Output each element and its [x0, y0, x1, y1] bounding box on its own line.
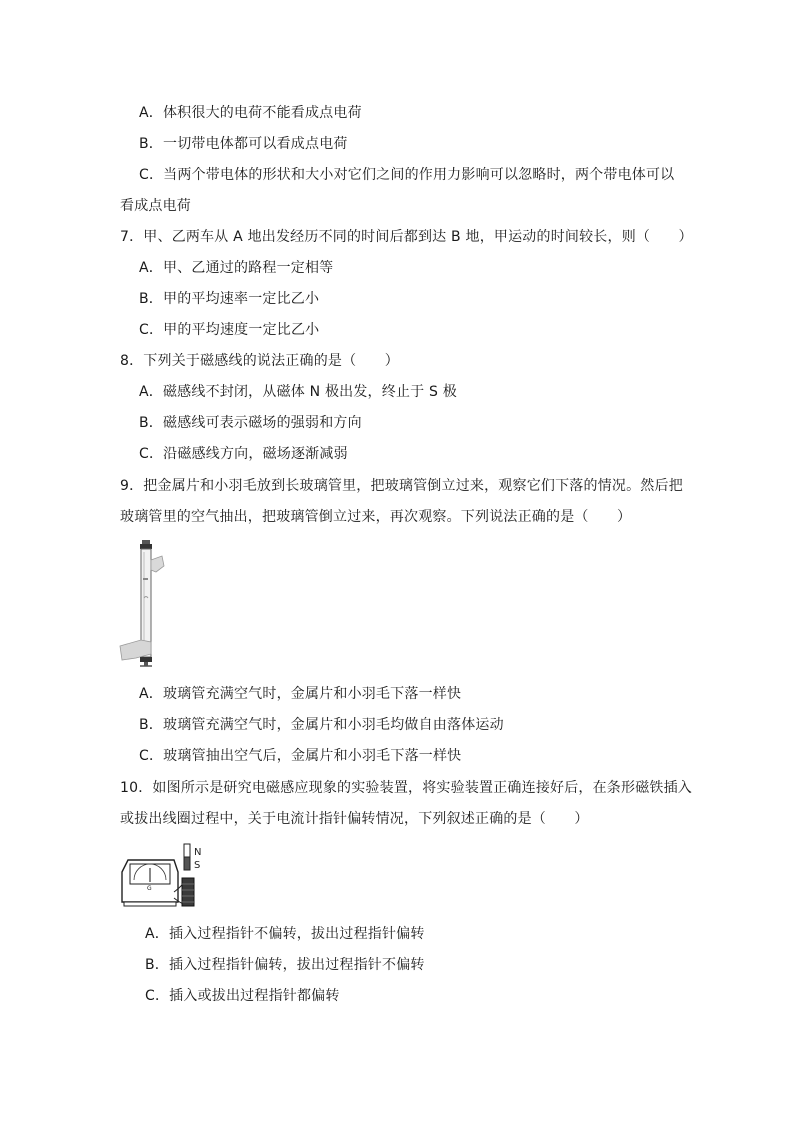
bar-magnet-south — [184, 857, 190, 870]
q9-stem-line2: 玻璃管里的空气抽出，把玻璃管倒立过来，再次观察。下列说法正确的是（ ） — [120, 509, 632, 525]
q8-option-a: A．磁感线不封闭，从磁体 N 极出发，终止于 S 极 — [139, 384, 457, 400]
q9-stem-line1: 9．把金属片和小羽毛放到长玻璃管里，把玻璃管倒立过来，观察它们下落的情况。然后把 — [120, 478, 683, 494]
q10-stem-line1: 10．如图所示是研究电磁感应现象的实验装置，将实验装置正确连接好后，在条形磁铁插入 — [120, 780, 693, 796]
q7-option-b: B．甲的平均速率一定比乙小 — [139, 291, 320, 307]
tube-top-cap — [140, 544, 152, 549]
tube-top-valve — [142, 540, 150, 544]
q6-option-b: B．一切带电体都可以看成点电荷 — [139, 136, 348, 152]
galvanometer-symbol: G — [147, 885, 152, 892]
q7-stem: 7．甲、乙两车从 A 地出发经历不同的时间后都到达 B 地，甲运动的时间较长，则（ ） — [120, 229, 693, 245]
metal-piece — [143, 578, 148, 580]
q9-option-b: B．玻璃管充满空气时，金属片和小羽毛均做自由落体运动 — [139, 717, 504, 733]
bar-magnet-north — [184, 844, 190, 857]
q6-option-c-line2: 看成点电荷 — [120, 198, 191, 214]
q7-option-a: A．甲、乙通过的路程一定相等 — [139, 260, 334, 276]
q9-option-c: C．玻璃管抽出空气后，金属片和小羽毛下落一样快 — [139, 748, 462, 764]
q10-option-a: A．插入过程指针不偏转，拔出过程指针偏转 — [145, 926, 425, 942]
galvanometer-base — [124, 902, 176, 906]
q10-option-b: B．插入过程指针偏转，拔出过程指针不偏转 — [145, 957, 425, 973]
electromagnetic-induction-figure — [118, 842, 218, 914]
q10-option-c: C．插入或拔出过程指针都偏转 — [145, 988, 340, 1004]
q9-option-a: A．玻璃管充满空气时，金属片和小羽毛下落一样快 — [139, 686, 462, 702]
q8-stem: 8．下列关于磁感线的说法正确的是（ ） — [120, 353, 399, 369]
q8-option-c: C．沿磁感线方向，磁场逐渐减弱 — [139, 446, 348, 462]
q6-option-c-line1: C．当两个带电体的形状和大小对它们之间的作用力影响可以忽略时，两个带电体可以 — [139, 167, 675, 183]
magnet-s-label: S — [194, 860, 201, 871]
magnet-n-label: N — [194, 847, 202, 858]
q7-option-c: C．甲的平均速度一定比乙小 — [139, 322, 320, 338]
upper-hand — [151, 556, 164, 572]
q10-stem-line2: 或拔出线圈过程中，关于电流计指针偏转情况，下列叙述正确的是（ ） — [120, 811, 589, 827]
glass-tube-figure — [118, 538, 166, 670]
q6-option-a: A．体积很大的电荷不能看成点电荷 — [139, 105, 362, 121]
q8-option-b: B．磁感线可表示磁场的强弱和方向 — [139, 415, 362, 431]
tube-bottom-cap — [140, 657, 152, 662]
